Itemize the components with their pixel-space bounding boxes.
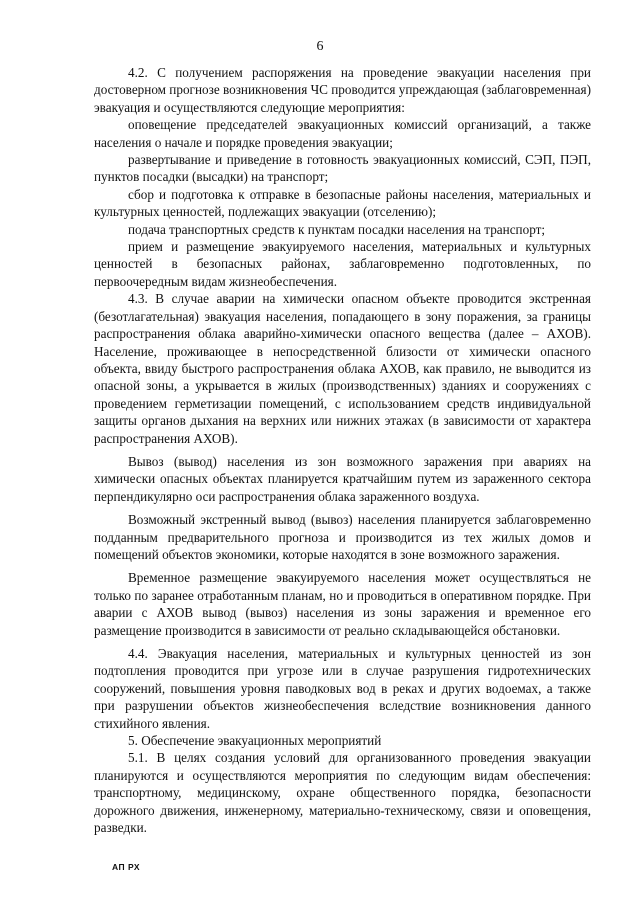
document-body	[94, 64, 591, 836]
paragraph-reception: прием и размещение эвакуируемого населения, материальных и культурных ценностей в безопасных районах, заблаговременно подготовленных, по первоочередным видам жизнеобеспечения.	[94, 239, 591, 289]
paragraph-collection: сбор и подготовка к отправке в безопасные районы населения, материальных и культурных ценностей, подлежащих эвакуации (отселению);	[94, 186, 591, 220]
page-number: 6	[316, 39, 324, 54]
paragraph-notification: оповещение председателей эвакуационных комиссий организаций, а также населения о начале и порядке проведения эвакуации;	[94, 117, 591, 150]
paragraph-4-4: 4.4. Эвакуация населения, материальных и культурных ценностей из зон подтопления проводится при угрозе или в случае разрушения гидротехнических сооружений, повышения уровня паводковых вод в реках и других водоемах, а также при разрушении объектов жизнеобеспечения вследствие возникновения данного стихийного явления.	[94, 646, 591, 731]
paragraph-deployment: развертывание и приведение в готовность эвакуационных комиссий, СЭП, ПЭП, пунктов посадки (высадки) на транспорт;	[94, 152, 591, 185]
section-heading: 5. Обеспечение эвакуационных мероприятий	[128, 733, 382, 749]
paragraph-emergency-withdrawal: Возможный экстренный вывод (вывоз) населения планируется заблаговременно подданным предварительного прогноза и производится из тех жилых домов и помещений объектов экономики, которые находятся в зоне возможного заражения.	[94, 512, 591, 562]
paragraph-4-3: 4.3. В случае аварии на химически опасном объекте проводится экстренная (безотлагательная) эвакуация населения, попадающего в зону поражения, за границы распространения облака аварийно-химически опасного вещества (далее – АХОВ). Население, проживающее в непосредственной близости от химически опасного объекта, ввиду быстрого распространения облака АХОВ, как правило, не выводится из опасной зоны, а укрывается в жилых (производственных) зданиях и сооружениях с проведением герметизации помещений, с использованием средств индивидуальной защиты органов дыхания на верхних или нижних этажах (в зависимости от характера распространения АХОВ).	[94, 291, 591, 446]
footer-mark: АП РХ	[112, 862, 141, 872]
paragraph-transport: подача транспортных средств к пунктам посадки населения на транспорт;	[128, 221, 546, 237]
paragraph-5-1: 5.1. В целях создания условий для организованного проведения эвакуации планируются и осуществляются мероприятия по следующим видам обеспечения: транспортному, медицинскому, охране общественного порядка, безопасности дорожного движения, инженерному, материально-техническому, связи и оповещения, разведки.	[94, 750, 591, 836]
paragraph-removal: Вывоз (вывод) населения из зон возможного заражения при авариях на химически опасных объектах планируется кратчайшим путем из зараженного сектора перпендикулярно оси распространения облака зараженного воздуха.	[94, 453, 591, 504]
paragraph-4-2: 4.2. С получением распоряжения на проведение эвакуации населения при достоверном прогнозе возникновения ЧС проводится упреждающая (заблаговременная) эвакуация и осуществляются следующие мероприятия:	[94, 65, 591, 115]
paragraph-temporary-placement: Временное размещение эвакуируемого населения может осуществляться не только по заранее отработанным планам, но и проводиться в оперативном порядке. При аварии с АХОВ вывод (вывоз) населения из зоны заражения и временное его размещение производится в зависимости от реально складывающейся обстановки.	[94, 570, 591, 638]
